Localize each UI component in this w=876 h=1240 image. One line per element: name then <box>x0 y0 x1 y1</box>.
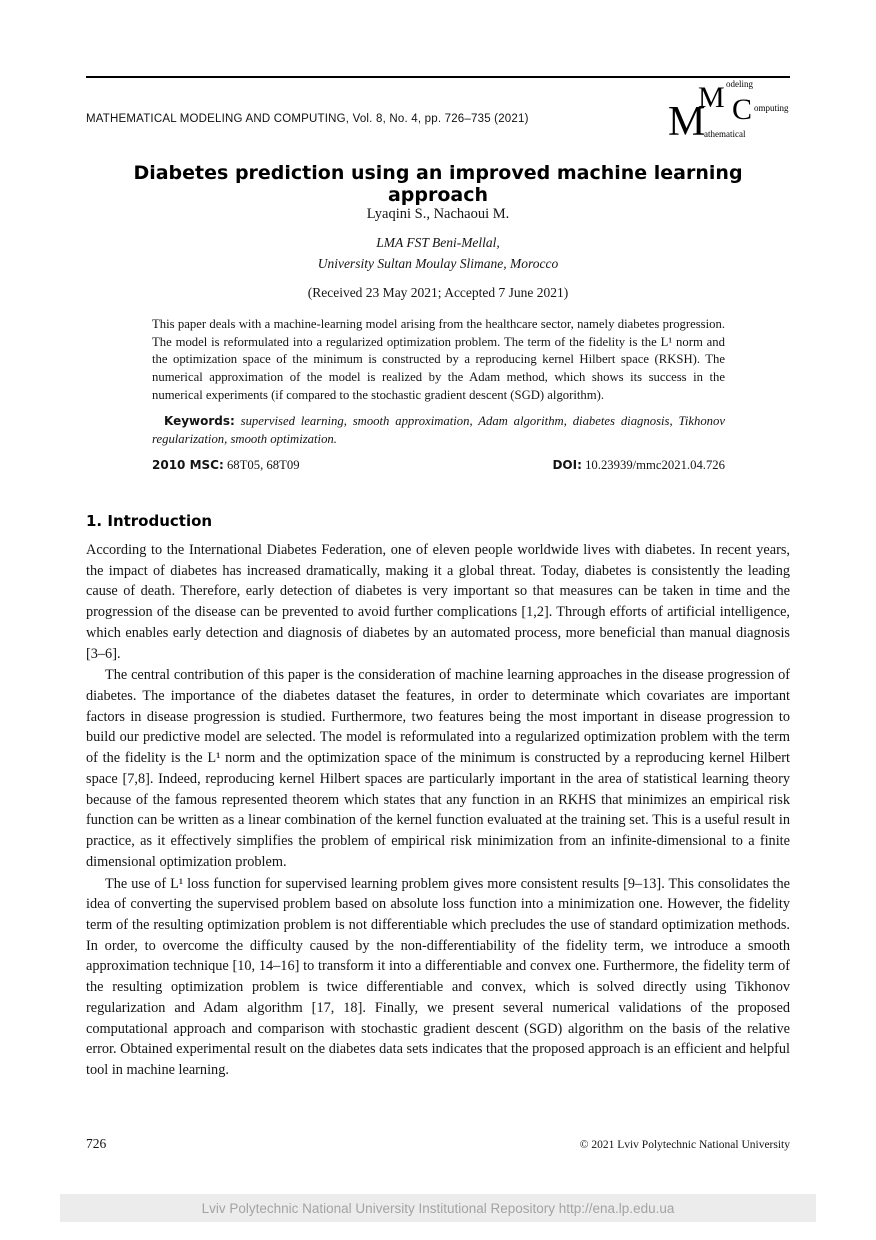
abstract-text: This paper deals with a machine-learning model arising from the healthcare sector, namely diabetes progression. The model is reformulated into a regularized optimization problem. The term of the fidelity is the L¹ norm and the optimization space of the minimum is constructed by a reproducing kernel Hilbert space (RKSH). The numerical approximation of the model is realized by the Adam method, which shows its success in the numerical experiments (if compared to the stochastic gradient descent (SGD) algorithm). <box>152 317 725 402</box>
intro-paragraph-3: The use of L¹ loss function for supervised learning problem gives more consistent results [9–13]. This consolidates the idea of converting the supervised problem based on absolute loss function into a minimization one. However, the fidelity term of the resulting optimization problem is not differentiable which precludes the use of standard optimization methods. In order, to overcome the difficulty caused by the non-differentiability of the fidelity term, we introduce a smooth approximation technique [10, 14–16] to transform it into a differentiable and convex one. Furthermore, the fidelity term of the resulting optimization problem is twice differentiable and convex, which is solved directly using Tikhonov regularization and Adam algorithm [17, 18]. Finally, we present several numerical validations of the proposed computational approach and comparison with stochastic gradient descent (SGD) algorithm on the basis of the relative error. Obtained experimental result on the diabetes data sets indicates that the proposed approach is an efficient and helpful tool in machine learning. <box>86 875 790 1078</box>
intro-paragraph-1: According to the International Diabetes Federation, one of eleven people worldwide lives with diabetes. In recent years, the impact of diabetes has increased dramatically, making it a global threat. Today, diabetes is consistently the leading cause of death. Therefore, early detection of diabetes is very important so that measures can be taken in time and the progression of the disease can be prevented to avoid further complications [1,2]. Through efforts of artificial intelligence, which enables early detection and diagnosis of diabetes by an automated process, more beneficial than manual diagnosis [3–6]. <box>86 542 790 662</box>
introduction-body <box>86 540 790 1081</box>
copyright-notice: © 2021 Lviv Polytechnic National University <box>579 1139 790 1151</box>
logo-letter-m-big: M <box>668 99 706 145</box>
logo-word-computing: omputing <box>754 103 789 113</box>
msc-doi-row <box>152 458 725 473</box>
mmc-journal-logo-icon <box>668 79 790 145</box>
top-rule <box>86 76 790 78</box>
page-footer <box>86 1136 790 1152</box>
repository-banner <box>60 1194 816 1222</box>
keywords-label: Keywords: <box>164 414 235 429</box>
doi-label: DOI: <box>552 457 582 472</box>
intro-paragraph-2: The central contribution of this paper is the consideration of machine learning approaches in the disease progression of diabetes. The importance of the diabetes dataset the features, in order to determinate which covariates are important factors in disease progression is studied. Furthermore, two features being the most important in disease progression to build our predictive model are selected. The model is reformulated into a regularized optimization problem with the term of the fidelity is the L¹ norm and the optimization space of the minimum is constructed by a reproducing kernel Hilbert space [7,8]. Indeed, reproducing kernel Hilbert spaces are particularly important in the area of statistical learning theory because of the famous represented theorem which states that any function in an RKHS that minimizes an empirical risk function can be written as a linear combination of the kernel function evaluated at the training set. This is a useful result in practice, as it effectively simplifies the problem of empirical risk minimization from an infinite-dimensional to a finite dimensional optimization problem. <box>86 667 790 870</box>
abstract-block <box>152 316 725 473</box>
article-affiliation <box>86 233 790 275</box>
received-accepted-line: (Received 23 May 2021; Accepted 7 June 2021) <box>307 285 569 300</box>
doi-value: 10.23939/mmc2021.04.726 <box>585 457 725 472</box>
repository-text: Lviv Polytechnic National University Institutional Repository http://ena.lp.edu.ua <box>201 1200 675 1216</box>
page-number: 726 <box>86 1136 107 1151</box>
keywords-text: supervised learning, smooth approximation, Adam algorithm, diabetes diagnosis, Tikhonov regularization, smooth optimization. <box>152 414 725 446</box>
page-header <box>86 80 790 144</box>
logo-word-modeling: odeling <box>726 79 753 89</box>
logo-word-mathematical: athematical <box>704 129 746 139</box>
logo-letter-c: C <box>732 93 753 126</box>
logo-letter-m-mid: M <box>698 81 725 114</box>
keywords-paragraph <box>152 413 725 448</box>
msc-group <box>152 458 300 473</box>
section-heading-introduction: 1. Introduction <box>86 512 213 530</box>
affiliation-line-1: LMA FST Beni-Mellal, <box>376 235 500 250</box>
article-title: Diabetes prediction using an improved machine learning approach <box>133 162 743 206</box>
msc-label: 2010 MSC: <box>152 457 224 472</box>
journal-header-line: MATHEMATICAL MODELING AND COMPUTING, Vol. 8, No. 4, pp. 726–735 (2021) <box>86 113 529 125</box>
affiliation-line-2: University Sultan Moulay Slimane, Morocco <box>317 255 559 271</box>
doi-group <box>552 458 725 473</box>
msc-value: 68T05, 68T09 <box>226 457 300 472</box>
article-authors: Lyaqini S., Nachaoui M. <box>366 206 510 222</box>
